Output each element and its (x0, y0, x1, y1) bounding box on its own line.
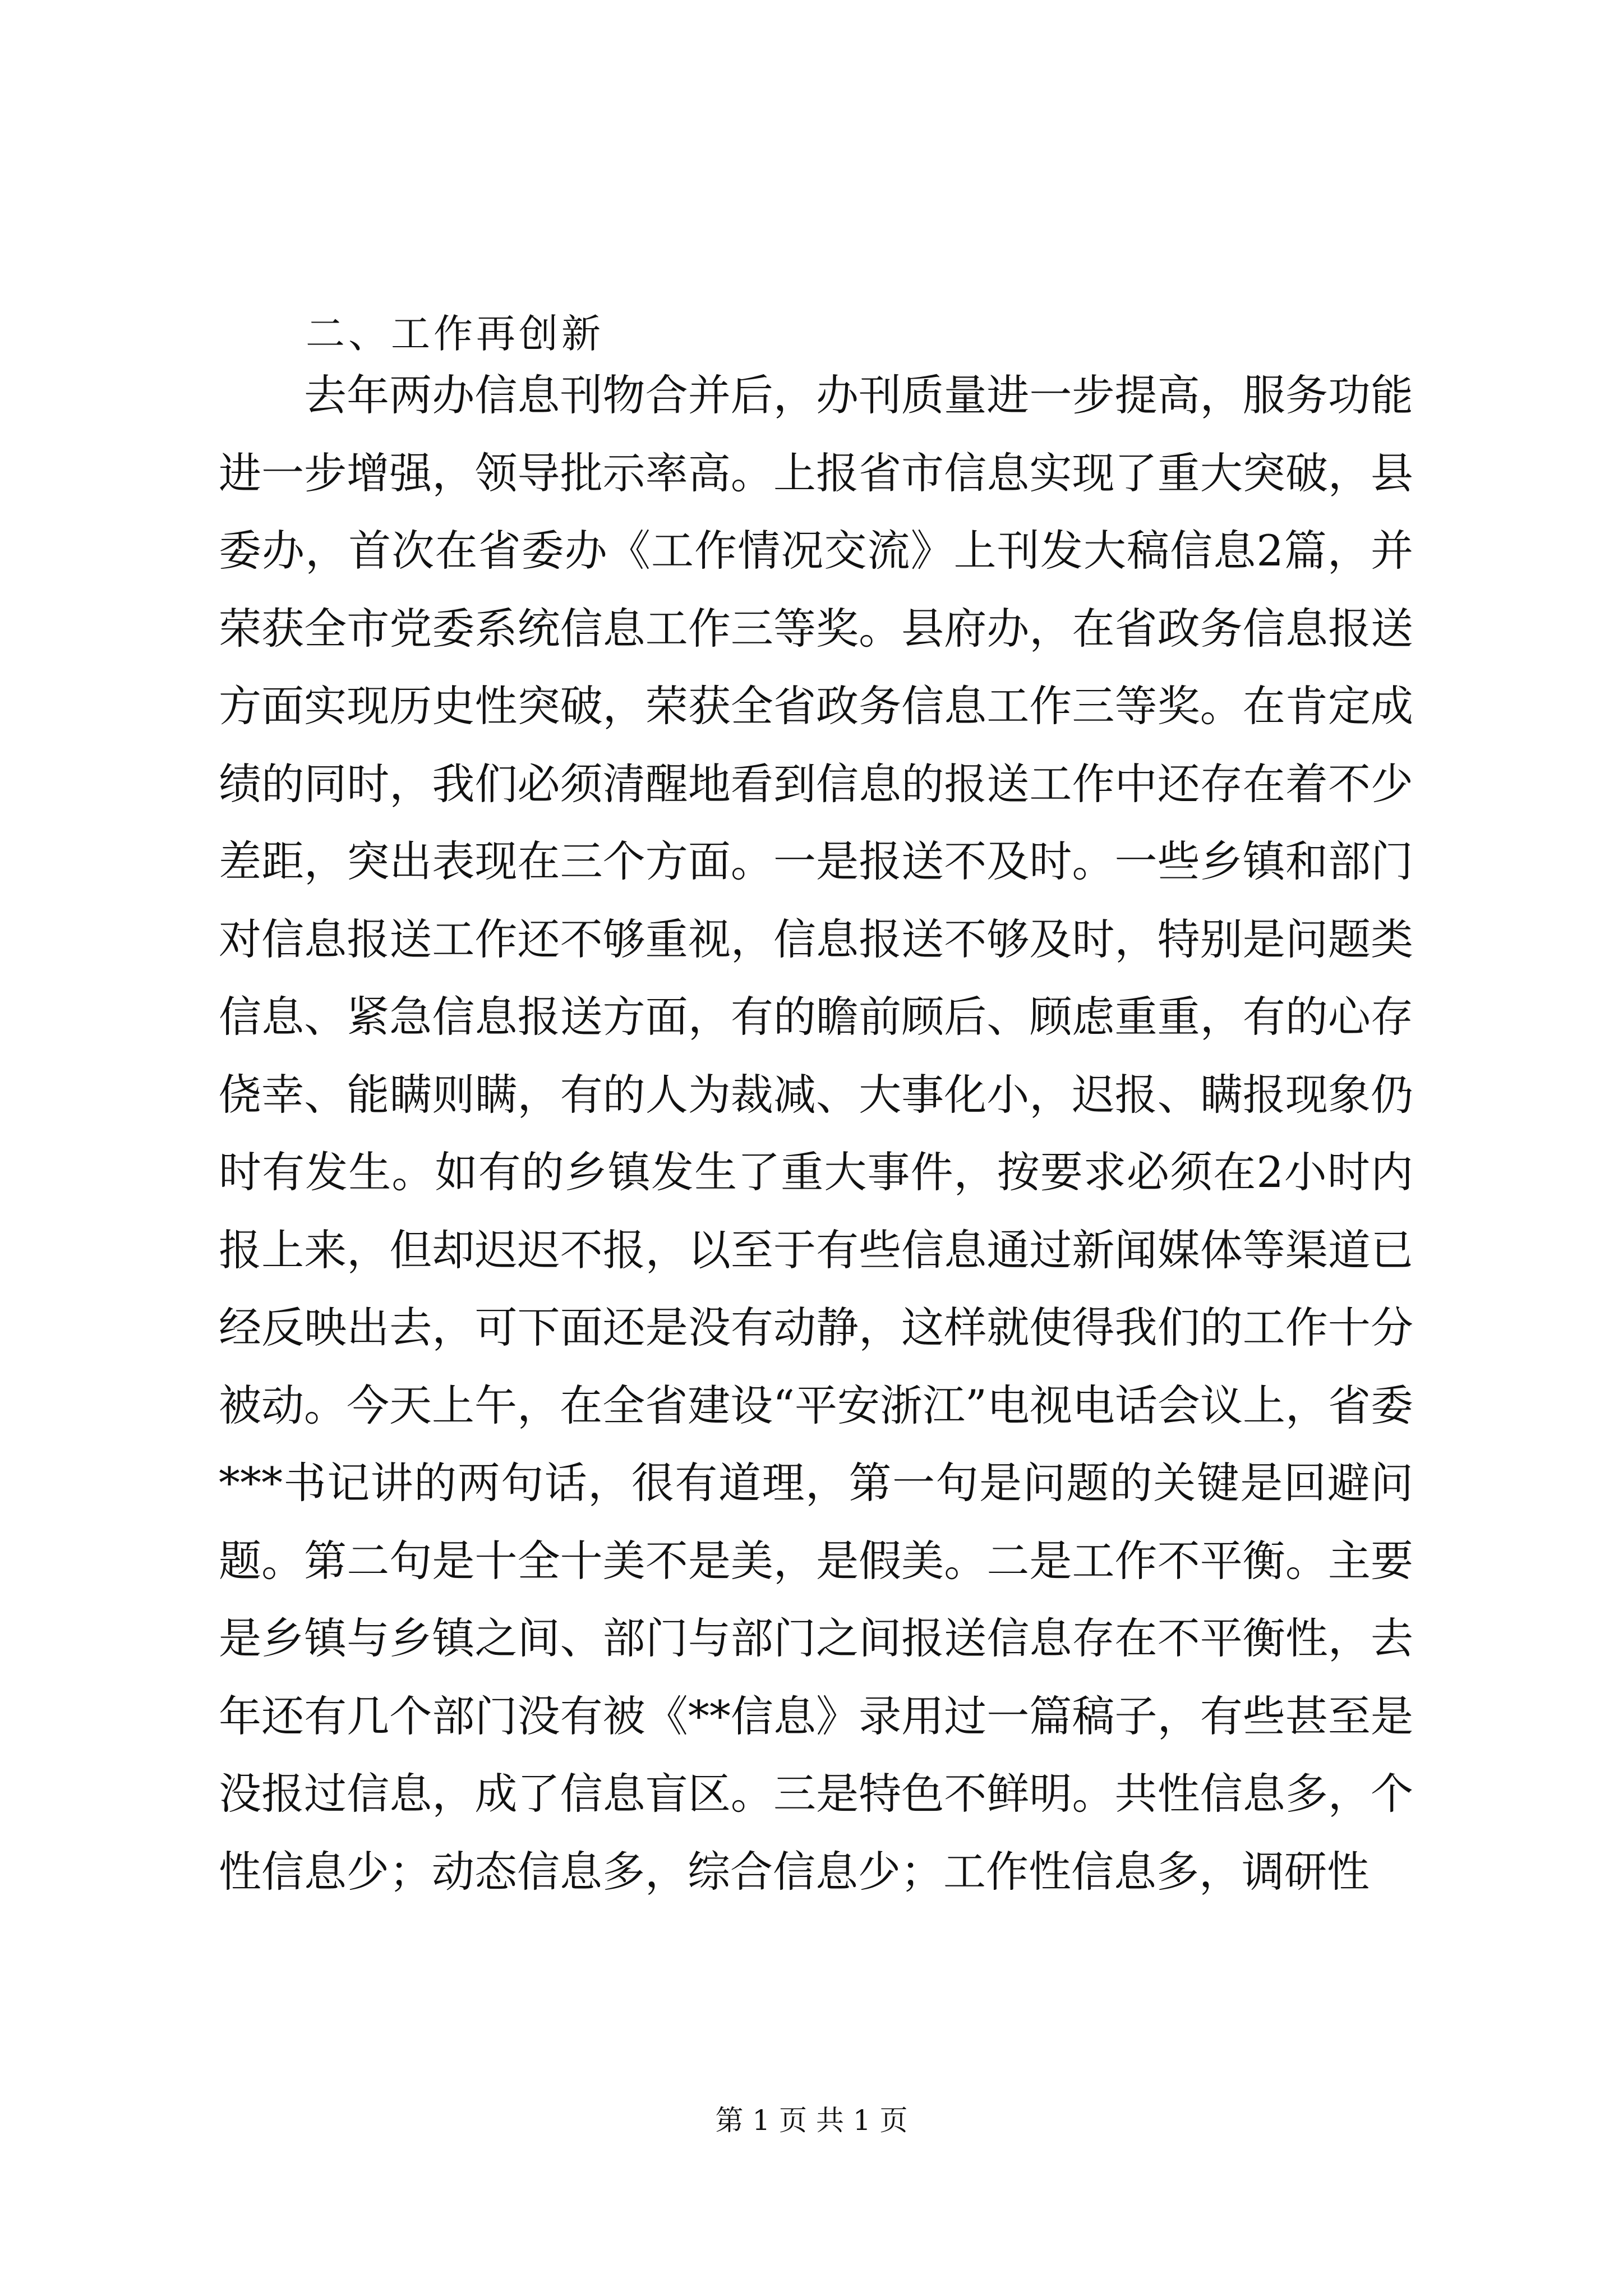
body-paragraph: 去年两办信息刊物合并后，办刊质量进一步提高，服务功能进一步增强，领导批示率高。上报省市信息实现了重大突破，县委办，首次在省委办《工作情况交流》上刊发大稿信息2篇，并荣获全市党委系统信息工作三等奖。县府办，在省政务信息报送方面实现历史性突破，荣获全省政务信息工作三等奖。在肯定成绩的同时，我们必须清醒地看到信息的报送工作中还存在着不少差距，突出表现在三个方面。一是报送不及时。一些乡镇和部门对信息报送工作还不够重视，信息报送不够及时，特别是问题类信息、紧急信息报送方面，有的瞻前顾后、顾虑重重，有的心存侥幸、能瞒则瞒，有的人为裁减、大事化小，迟报、瞒报现象仍时有发生。如有的乡镇发生了重大事件，按要求必须在2小时内报上来，但却迟迟不报，以至于有些信息通过新闻媒体等渠道已经反映出去，可下面还是没有动静，这样就使得我们的工作十分被动。今天上午，在全省建设“平安浙江”电视电话会议上，省委***书记讲的两句话，很有道理，第一句是问题的关键是回避问题。第二句是十全十美不是美，是假美。二是工作不平衡。主要是乡镇与乡镇之间、部门与部门之间报送信息存在不平衡性，去年还有几个部门没有被《**信息》录用过一篇稿子，有些甚至是没报过信息，成了信息盲区。三是特色不鲜明。共性信息多，个性信息少；动态信息多，综合信息少；工作性信息多，调研性 (219, 370, 1413, 1897)
section-heading: 二、工作再创新 (306, 311, 604, 357)
page-footer: 第 1 页 共 1 页 (715, 2104, 908, 2137)
